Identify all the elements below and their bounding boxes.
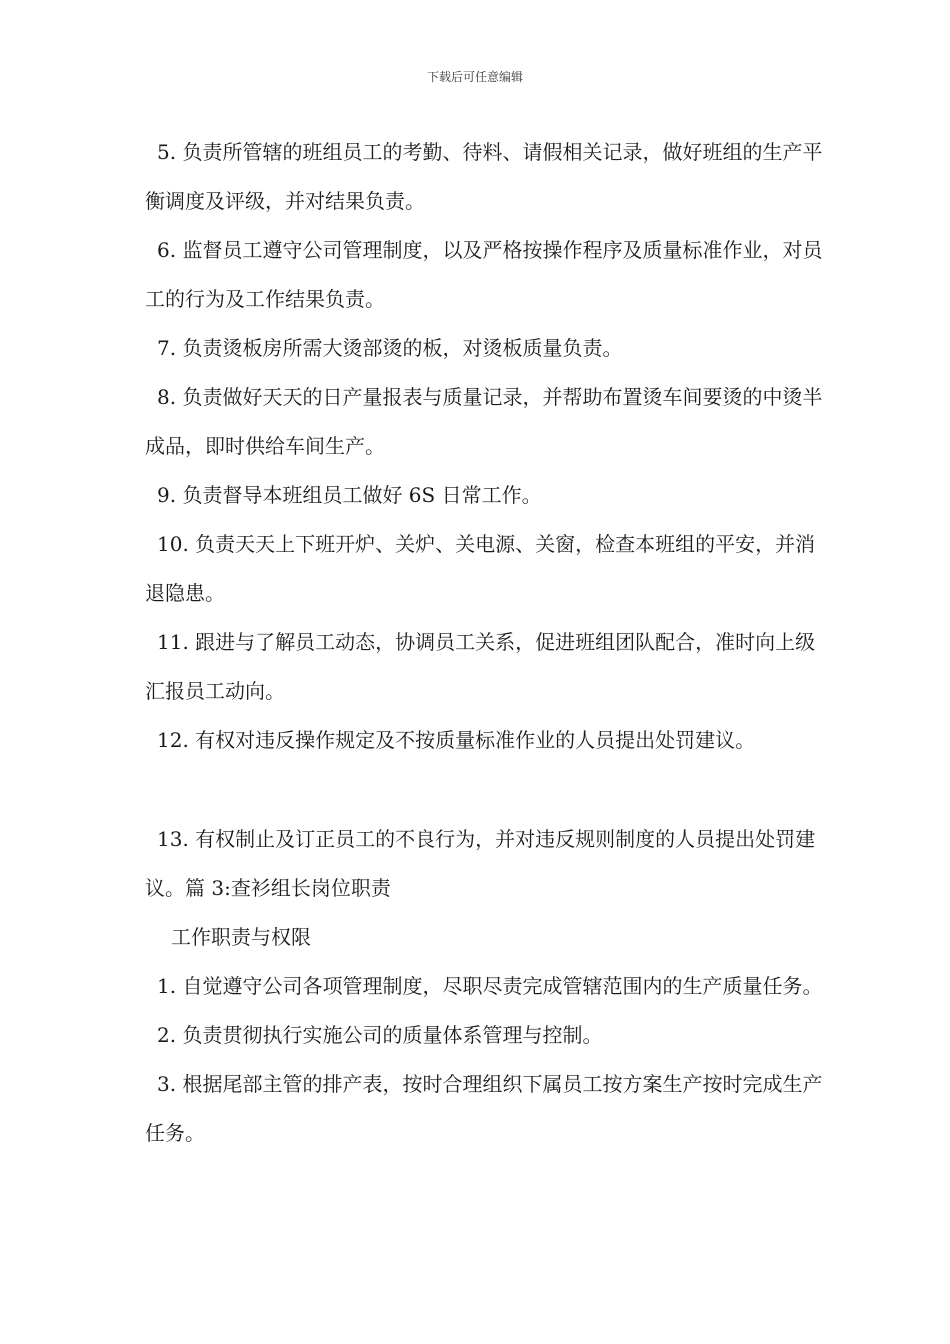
paragraph-item-13: 13. 有权制止及订正员工的不良行为，并对违反规则制度的人员提出处罚建议。篇 3:查衫组长岗位职责 bbox=[145, 827, 816, 900]
section-subheading: 工作职责与权限 bbox=[171, 925, 311, 949]
paragraph-item-5: 5. 负责所管辖的班组员工的考勤、待料、请假相关记录，做好班组的生产平衡调度及评级，并对结果负责。 bbox=[145, 140, 823, 213]
paragraph-item-11: 11. 跟进与了解员工动态，协调员工关系，促进班组团队配合，准时向上级汇报员工动向。 bbox=[145, 630, 816, 703]
paragraph-item-12: 12. 有权对违反操作规定及不按质量标准作业的人员提出处罚建议。 bbox=[157, 728, 756, 752]
paragraph-item-3: 3. 根据尾部主管的排产表，按时合理组织下属员工按方案生产按时完成生产任务。 bbox=[145, 1072, 823, 1145]
paragraph-item-10: 10. 负责天天上下班开炉、关炉、关电源、关窗，检查本班组的平安，并消退隐患。 bbox=[145, 532, 816, 605]
paragraph-item-2: 2. 负责贯彻执行实施公司的质量体系管理与控制。 bbox=[157, 1023, 603, 1047]
paragraph-item-8: 8. 负责做好天天的日产量报表与质量记录，并帮助布置烫车间要烫的中烫半成品，即时供给车间生产。 bbox=[145, 385, 823, 458]
paragraph-item-9: 9. 负责督导本班组员工做好 6S 日常工作。 bbox=[157, 483, 542, 507]
document-body bbox=[145, 128, 835, 1158]
paragraph-item-7: 7. 负责烫板房所需大烫部烫的板，对烫板质量负责。 bbox=[157, 336, 623, 360]
paragraph-item-1: 1. 自觉遵守公司各项管理制度，尽职尽责完成管辖范围内的生产质量任务。 bbox=[157, 974, 823, 998]
paragraph-item-6: 6. 监督员工遵守公司管理制度，以及严格按操作程序及质量标准作业，对员工的行为及工作结果负责。 bbox=[145, 238, 823, 311]
header-note: 下载后可任意编辑 bbox=[426, 70, 523, 84]
